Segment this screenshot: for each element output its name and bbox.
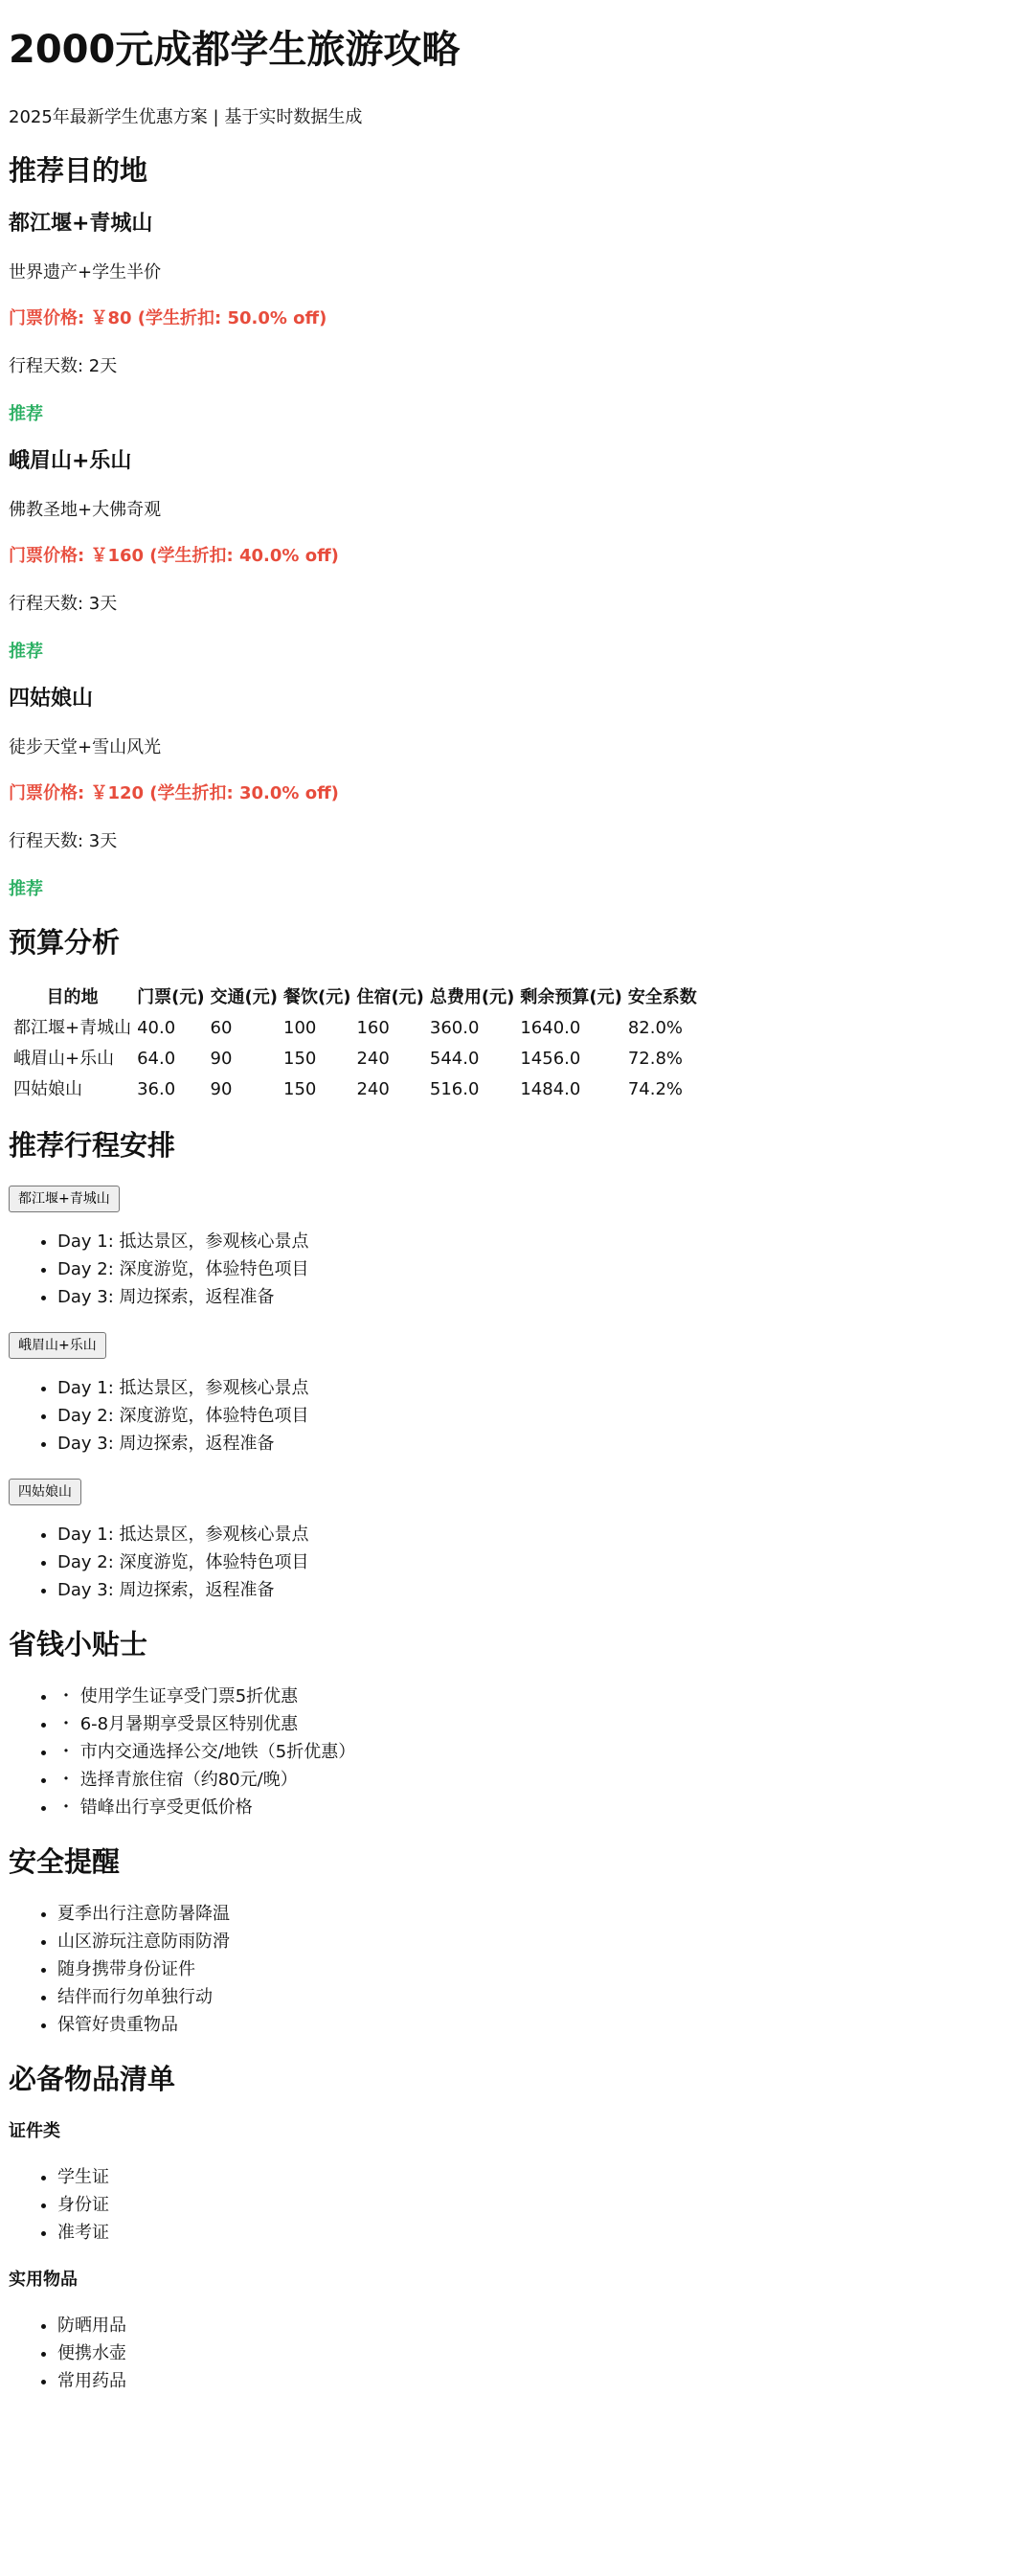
destination-desc: 佛教圣地+大佛奇观 [9, 500, 162, 520]
table-cell: 四姑娘山 [13, 1079, 82, 1099]
itinerary-toggle-button[interactable]: 都江堰+青城山 [9, 1186, 120, 1212]
destinations-heading: 推荐目的地 [9, 154, 148, 187]
destination-card [9, 684, 1027, 902]
itinerary-day-list [9, 1521, 1027, 1604]
column-header: 目的地 [46, 987, 99, 1007]
list-item: • Day 1: 抵达景区，参观核心景点 [57, 1228, 1027, 1255]
recommend-badge: 推荐 [9, 642, 43, 662]
table-cell: 峨眉山+乐山 [13, 1049, 115, 1069]
itinerary-group [9, 1164, 1027, 1311]
list-item: • ・ 错峰出行享受更低价格 [57, 1794, 1027, 1821]
destination-days: 行程天数: 3天 [9, 594, 118, 614]
column-header: 交通(元) [210, 987, 278, 1007]
table-header-row [11, 983, 700, 1013]
table-row [11, 1074, 700, 1105]
destination-price: 门票价格: ￥160 (学生折扣: 40.0% off) [9, 546, 339, 566]
list-item: • Day 2: 深度游览，体验特色项目 [57, 1548, 1027, 1576]
table-cell: 90 [210, 1079, 233, 1099]
table-cell: 60 [210, 1018, 233, 1038]
table-row [11, 1044, 700, 1074]
itinerary-heading: 推荐行程安排 [9, 1129, 176, 1162]
budget-table [11, 983, 700, 1105]
list-item: • ・ 使用学生证享受门票5折优惠 [57, 1683, 1027, 1710]
budget-heading: 预算分析 [9, 926, 121, 959]
table-cell: 都江堰+青城山 [13, 1018, 132, 1038]
table-cell: 240 [356, 1079, 390, 1099]
destination-days: 行程天数: 2天 [9, 356, 118, 376]
list-item: • 山区游玩注意防雨防滑 [57, 1928, 1027, 1955]
destination-days: 行程天数: 3天 [9, 831, 118, 851]
table-cell: 150 [283, 1079, 317, 1099]
destination-name: 四姑娘山 [9, 687, 94, 711]
table-cell: 1640.0 [520, 1018, 581, 1038]
list-item: • 结伴而行勿单独行动 [57, 1983, 1027, 2011]
list-item: • Day 2: 深度游览，体验特色项目 [57, 1402, 1027, 1430]
table-cell: 1456.0 [520, 1049, 581, 1069]
table-cell: 240 [356, 1049, 390, 1069]
list-item: • Day 3: 周边探索，返程准备 [57, 1283, 1027, 1311]
list-item: • Day 1: 抵达景区，参观核心景点 [57, 1374, 1027, 1402]
list-item: • 准考证 [57, 2219, 1027, 2247]
table-cell: 64.0 [137, 1049, 176, 1069]
checklist-group-title: 证件类 [9, 2121, 60, 2141]
itinerary-toggle-button[interactable]: 四姑娘山 [9, 1479, 81, 1505]
itinerary-toggle-button[interactable]: 峨眉山+乐山 [9, 1332, 106, 1359]
destination-name: 都江堰+青城山 [9, 212, 153, 236]
itinerary-day-list [9, 1374, 1027, 1457]
table-cell: 36.0 [137, 1079, 176, 1099]
table-cell: 160 [356, 1018, 390, 1038]
tips-heading: 省钱小贴士 [9, 1628, 148, 1661]
table-cell: 1484.0 [520, 1079, 581, 1099]
itinerary-group [9, 1457, 1027, 1604]
table-cell: 100 [283, 1018, 317, 1038]
destination-card [9, 209, 1027, 427]
table-cell: 90 [210, 1049, 233, 1069]
destination-card [9, 446, 1027, 665]
page-title: 2000元成都学生旅游攻略 [9, 28, 461, 72]
list-item: • 随身携带身份证件 [57, 1955, 1027, 1983]
list-item: • 保管好贵重物品 [57, 2011, 1027, 2039]
table-cell: 544.0 [429, 1049, 480, 1069]
safety-heading: 安全提醒 [9, 1845, 121, 1878]
list-item: • 常用药品 [57, 2367, 1027, 2395]
list-item: • ・ 6-8月暑期享受景区特别优惠 [57, 1710, 1027, 1738]
column-header: 剩余预算(元) [520, 987, 622, 1007]
table-cell: 150 [283, 1049, 317, 1069]
itinerary-day-list [9, 1228, 1027, 1311]
table-cell: 74.2% [627, 1079, 683, 1099]
column-header: 门票(元) [137, 987, 205, 1007]
itinerary-group [9, 1311, 1027, 1457]
tips-list [9, 1683, 1027, 1821]
checklist-heading: 必备物品清单 [9, 2063, 176, 2095]
list-item: • 身份证 [57, 2191, 1027, 2219]
column-header: 安全系数 [627, 987, 697, 1007]
safety-list [9, 1900, 1027, 2039]
recommend-badge: 推荐 [9, 879, 43, 899]
list-item: • Day 1: 抵达景区，参观核心景点 [57, 1521, 1027, 1548]
list-item: • ・ 选择青旅住宿（约80元/晚） [57, 1766, 1027, 1794]
destination-desc: 徒步天堂+雪山风光 [9, 737, 162, 757]
destination-price: 门票价格: ￥120 (学生折扣: 30.0% off) [9, 783, 339, 803]
list-item: • 便携水壶 [57, 2339, 1027, 2367]
list-item: • Day 3: 周边探索，返程准备 [57, 1576, 1027, 1604]
table-cell: 72.8% [627, 1049, 683, 1069]
list-item: • 防晒用品 [57, 2312, 1027, 2339]
table-cell: 40.0 [137, 1018, 176, 1038]
table-row [11, 1013, 700, 1044]
table-cell: 82.0% [627, 1018, 683, 1038]
list-item: • ・ 市内交通选择公交/地铁（5折优惠） [57, 1738, 1027, 1766]
list-item: • Day 2: 深度游览，体验特色项目 [57, 1255, 1027, 1283]
list-item: • 夏季出行注意防暑降温 [57, 1900, 1027, 1928]
column-header: 餐饮(元) [283, 987, 351, 1007]
destination-price: 门票价格: ￥80 (学生折扣: 50.0% off) [9, 308, 327, 328]
checklist-group-title: 实用物品 [9, 2270, 78, 2290]
checklist-list [9, 2312, 1027, 2395]
table-cell: 516.0 [429, 1079, 480, 1099]
checklist-list [9, 2163, 1027, 2247]
table-cell: 360.0 [429, 1018, 480, 1038]
recommend-badge: 推荐 [9, 404, 43, 424]
destination-name: 峨眉山+乐山 [9, 449, 132, 473]
destination-desc: 世界遗产+学生半价 [9, 262, 162, 282]
list-item: • Day 3: 周边探索，返程准备 [57, 1430, 1027, 1457]
column-header: 总费用(元) [429, 987, 515, 1007]
page-subtitle: 2025年最新学生优惠方案 | 基于实时数据生成 [9, 107, 363, 127]
column-header: 住宿(元) [356, 987, 424, 1007]
list-item: • 学生证 [57, 2163, 1027, 2191]
